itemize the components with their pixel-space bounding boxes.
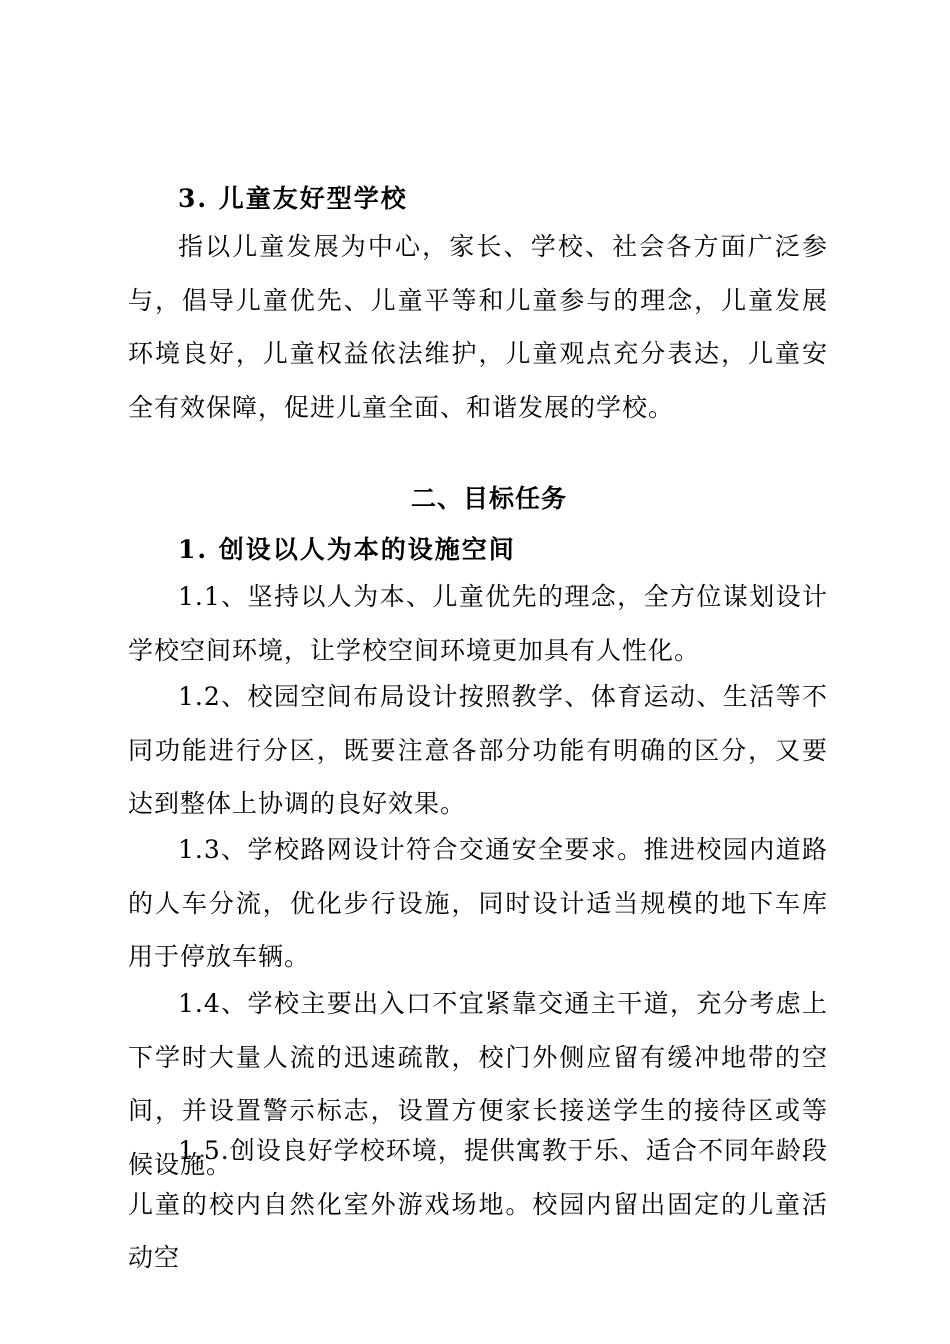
item-1-5-paragraph: 1.5.创设良好学校环境，提供寓教于乐、适合不同年龄段儿童的校内自然化室外游戏场地。校园内留出固定的儿童活动空 (128, 1136, 828, 1272)
item-1-3-paragraph: 1.3、学校路网设计符合交通安全要求。推进校园内道路的人车分流，优化步行设施，同时设计适当规模的地下车库用于停放车辆。 (128, 835, 828, 971)
section-2-title: 二、目标任务 (410, 484, 567, 513)
subsection-1-heading: 1. 创设以人为本的设施空间 (178, 535, 516, 564)
item-1-1-paragraph: 1.1、坚持以人为本、儿童优先的理念，全方位谋划设计学校空间环境，让学校空间环境更加具有人性化。 (128, 582, 828, 665)
subsection-3-heading: 3. 儿童友好型学校 (178, 184, 408, 213)
item-1-2-paragraph: 1.2、校园空间布局设计按照教学、体育运动、生活等不同功能进行分区，既要注意各部分功能有明确的区分，又要达到整体上协调的良好效果。 (128, 682, 828, 818)
subsection-3-paragraph: 指以儿童发展为中心，家长、学校、社会各方面广泛参与，倡导儿童优先、儿童平等和儿童参与的理念，儿童发展环境良好，儿童权益依法维护，儿童观点充分表达，儿童安全有效保障，促进儿童全面、和谐发展的学校。 (128, 232, 828, 422)
item-1-4-paragraph: 1.4、学校主要出入口不宜紧靠交通主干道，充分考虑上下学时大量人流的迅速疏散，校门外侧应留有缓冲地带的空间，并设置警示标志，设置方便家长接送学生的接待区或等候设施。 (128, 989, 828, 1179)
